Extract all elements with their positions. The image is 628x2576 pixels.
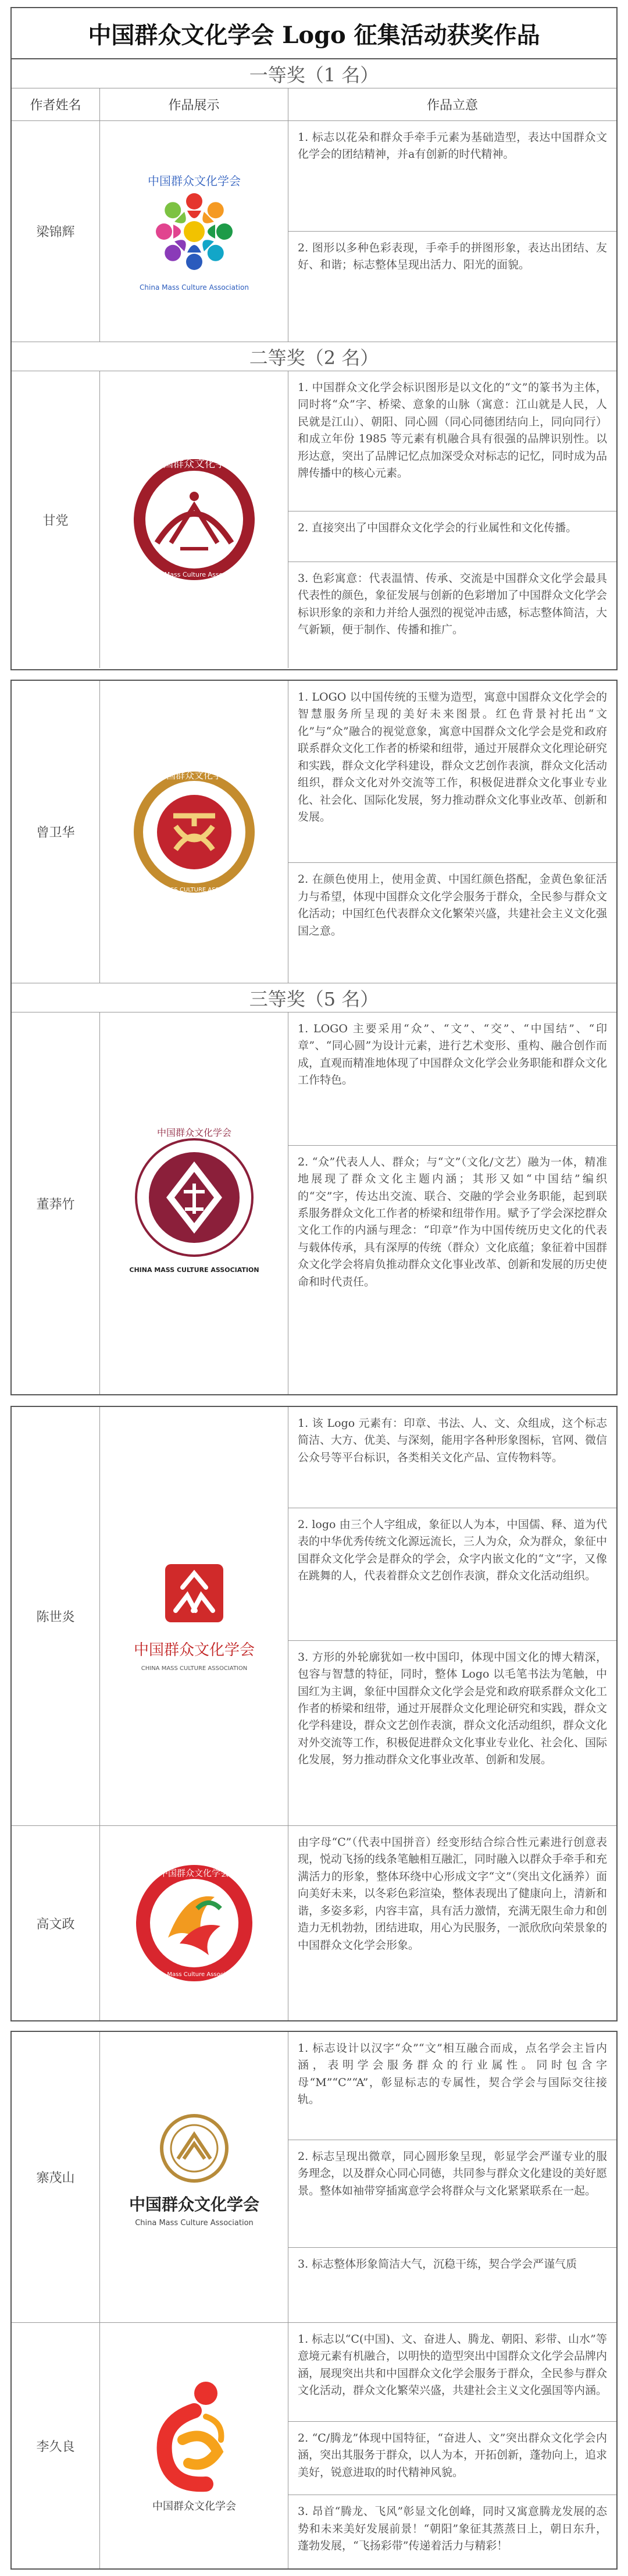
idea-para: 3. 方形的外轮廓犹如一枚中国印，体现中国文化的博大精深，包容与智慧的特征，同时，整体 Logo 以毛笔书法为笔触，中国红为主调，象征中国群众文化学会是党和政府联系群众文化工作者的桥梁和纽带，通过开展群众文化理论研究和实践，群众文化学科建设，群众文艺创作表演，群众文化活动组织，群众文化对外交流等工作，积极促进群众文化事业专业化、社会化、国际化发展，努力推动群众文化事业改革、创新和发展。 [298, 1650, 608, 1767]
entry-row-zhai [12, 2032, 616, 2323]
mountain-bridge-logo-icon [124, 450, 264, 589]
page-title: 中国群众文化学会 Logo 征集活动获奖作品 [12, 8, 616, 59]
logo-en-text: CHINA MASS CULTURE ASSOCIATION [141, 1665, 247, 1672]
badge-logo-icon [113, 2096, 276, 2259]
logo-cell [100, 681, 288, 983]
seal-knot-logo-icon [119, 1128, 270, 1279]
idea-cell [288, 1012, 616, 1394]
tier-second-heading: 二等奖（2 名） [12, 342, 616, 371]
table-header [12, 88, 616, 121]
logo-cell [100, 371, 288, 668]
idea-para: 2. “众”代表人人、群众；与“文”（文化/文艺）融为一体，精准地展现了群众文化主题内涵；其形又如“中国结”编织的“交”字，传达出交流、联合、交融的学会业务职能，起到联系服务群众文化工作者的桥梁和纽带作用。赋予了学会深挖群众文化工作的内涵与理念：“印章”作为中国传统历史文化的代表与载体传承，具有深厚的传统（群众）文化底蕴；象征着中国群众文化学会将肩负推动群众文化事业改革、创新和发展的历史使命和时代责任。 [298, 1155, 608, 1288]
idea-cell [288, 121, 616, 342]
author-name: 高文政 [12, 1826, 100, 2020]
idea-para: 3. 色彩寓意：代表温情、传承、交流是中国群众文化学会最具代表性的颜色，象征发展与创新的色彩增加了中国群众文化学会标识形象的亲和力并给人强烈的视觉冲击感，标志整体简洁，大气新颖，便于制作、传播和推广。 [298, 571, 608, 637]
idea-para: 2. logo 由三个人字组成，象征以人为本，中国儒、释、道为代表的中华优秀传统文化源远流长，三人为众，众为群众，象征中国群众文化学会是群众的学会，众字内嵌文化的“文”字，又像在跳舞的人，代表着群众文艺创作表演，群众文化活动组织。 [288, 1508, 616, 1641]
award-table-part-4 [10, 2031, 618, 2570]
logo-cell [100, 1012, 288, 1394]
author-name: 董莽竹 [12, 1012, 100, 1394]
idea-para: 3. 昂首“腾龙、飞风”彰显文化创峰，同时又寓意腾龙发展的态势和未来美好发展前景！“朝阳”象征其蒸蒸日上，朝日东升，蓬勃发展，“飞扬彩带”传递着活力与精彩！ [298, 2505, 607, 2553]
logo-cn-text: 中国群众文化学会 [152, 458, 236, 470]
entry-row-gao [12, 1826, 616, 2020]
logo-cn-text: 中国群众文化学会 [129, 2194, 259, 2214]
idea-para: 2. 标志呈现出微章，同心圆形象呈现，彰显学会严谨专业的服务理念，以及群众心同心同德，共同参与群众文化建设的美好愿景。整体如袖带穿插寓意学会将群众与文化紧紧联系在一起。 [288, 2140, 616, 2248]
idea-para: 1. 标志设计以汉字“众”“文”相互融合而成，点名学会主旨内涵，表明学会服务群众的行业属性。同时包含字母“M”“C”“A”，彰显标志的专属性，契合学会与国际交往接轨。 [288, 2032, 616, 2140]
idea-para: 2. 直接突出了中国群众文化学会的行业属性和文化传播。 [288, 511, 616, 562]
entry-row-gan [12, 371, 616, 668]
logo-cn-text: 中国群众文化学会 [147, 173, 241, 188]
author-name: 陈世炎 [12, 1407, 100, 1825]
logo-cn-text: 中国群众文化学会 [156, 769, 231, 781]
idea-para: 1. LOGO 以中国传统的玉璧为造型，寓意中国群众文化学会的智慧服务所呈现的美好未来图景。红色背景衬托出“文化”与“众”融合的视觉意象，寓意中国群众文化学会是党和政府联系群众文化工作者的桥梁和纽带，通过开展群众文化理论研究和实践，群众文化学科建设，群众文艺创作表演，群众文化活动组织，群众文化对外交流等工作，积极促进群众文化事业专业化、社会化、国际化发展，努力推动群众文化事业改革、创新和发展。 [288, 681, 616, 863]
entry-row-li [12, 2323, 616, 2568]
logo-cn-text: 中国群众文化学会 [156, 1128, 231, 1138]
logo-cn-text: 中国群众文化学会 [159, 1868, 229, 1878]
idea-para: 1. 该 Logo 元素有：印章、书法、人、文、众组成，这个标志简洁、大方、优美、与深刻，能用字各种形象图标，官网、微信公众号等平台标识，各类相关文化产品、宣传物料等。 [288, 1407, 616, 1508]
author-name: 甘党 [12, 371, 100, 668]
entry-row-chen [12, 1407, 616, 1826]
author-name: 梁锦辉 [12, 121, 100, 342]
logo-en-text: China Mass Culture Association [134, 2218, 254, 2227]
logo-en-text: China Mass Culture Association [144, 571, 244, 578]
logo-cell [100, 1407, 288, 1825]
idea-cell [288, 681, 616, 983]
award-table-part-1 [10, 7, 618, 670]
tier-first-heading: 一等奖（1 名） [12, 59, 616, 88]
dragon-ribbon-logo-icon [119, 2370, 270, 2521]
logo-cell [100, 2323, 288, 2568]
header-work: 作品展示 [100, 88, 288, 120]
entry-row-dong [12, 1012, 616, 1394]
logo-en-text: China Mass Culture Association [139, 283, 249, 292]
author-name: 曾卫华 [12, 681, 100, 983]
header-name: 作者姓名 [12, 88, 100, 120]
idea-cell [288, 2323, 616, 2568]
idea-para: 1. 中国群众文化学会标识图形是以文化的“文”的篆书为主体，同时将“众”字、桥梁、意象的山脉（寓意：江山就是人民，人民就是江山）、朝阳、同心圆（同心同德团结向上，同向同行）和成立年份 1985 等元素有机融合具有很强的品牌识别性。以形达意，突出了品牌记忆点加深受众对标志的记忆，同时成为品牌传播中的核心元素。 [288, 371, 616, 511]
idea-para: 1. 标志以“C(中国)、文、奋进人、腾龙、朝阳、彩带、山水”等意境元素有机融合，以明快的造型突出中国群众文化学会品牌内涵，展现突出共和中国群众文化学会服务于群众，全民参与群众文化活动，群众文化繁荣兴盛，共建社会主义文化强国等内涵。 [288, 2323, 616, 2422]
three-people-seal-logo-icon [119, 1541, 270, 1692]
idea-para: 2. “C/腾龙”体现中国特征，“奋进人、文”突出群众文化学会内涵，突出其服务于群众，以人为本，开拓创新，蓬勃向上，追求美好，锐意进取的时代精神风貌。 [288, 2422, 616, 2496]
header-idea: 作品立意 [426, 98, 478, 113]
entry-row-zeng [12, 681, 616, 983]
flame-ribbon-logo-icon [127, 1856, 261, 1990]
flower-people-logo-icon [124, 162, 264, 301]
logo-cn-text: 中国群众文化学会 [152, 2500, 236, 2513]
idea-para: 由字母“C”（代表中国拼音）经变形结合综合性元素进行创意表现，悦动飞扬的线条笔触相互融汇，同时融入以群众手牵手和充满活力的形象，整体环绕中心形成文字“文”（突出文化涵养）面向美好未来，以冬彩色彩渲染，整体表现出了健康向上，清新和谐，多姿多彩，内容丰富，具有活力激情，充满无限生命力和创造力无机勃勃，团结进取，用心为民服务，一派欣欣向荣景象的中国群众文化学会形象。 [298, 1836, 608, 1952]
idea-cell [288, 2032, 616, 2322]
award-table-part-3 [10, 1406, 618, 2021]
author-name: 寨茂山 [12, 2032, 100, 2322]
idea-para: 1. LOGO 主要采用“众”、“文”、“交”、“中国结”、“印章”、“同心圆”为设计元素，进行艺术变形、重构、融合创作而成，直观而精准地体现了中国群众文化学会业务职能和群众文化工作特色。 [288, 1012, 616, 1146]
author-name: 李久良 [12, 2323, 100, 2568]
logo-cell [100, 2032, 288, 2322]
logo-cn-text: 中国群众文化学会 [133, 1641, 255, 1659]
idea-para: 3. 标志整体形象简洁大气，沉稳干练，契合学会严谨气质 [298, 2258, 577, 2271]
logo-cell [100, 121, 288, 342]
idea-para: 2. 在颜色使用上，使用金黄、中国红颜色搭配，金黄色象征活力与希望，体现中国群众文化学会服务于群众，全民参与群众文化活动；中国红色代表群众文化繁荣兴盛，共建社会主义文化强国之意。 [298, 873, 608, 937]
idea-cell [288, 1407, 616, 1825]
idea-cell [288, 371, 616, 668]
tier-third-heading: 三等奖（5 名） [12, 983, 616, 1012]
logo-en-text: China Mass Culture Association [148, 1971, 240, 1978]
idea-para: 2. 图形以多种色彩表现，手牵手的拼图形象，表达出团结、友好、和谐；标志整体呈现出活力、阳光的面貌。 [298, 241, 607, 272]
idea-cell [288, 1826, 616, 2020]
award-table-part-2 [10, 680, 618, 1395]
entry-row-liang [12, 121, 616, 342]
logo-en-text: CHINA MASS CULTURE ASSOCIATION [129, 1266, 259, 1274]
jade-disc-logo-icon [124, 762, 264, 902]
idea-para: 1. 标志以花朵和群众手牵手元素为基础造型，表达中国群众文化学会的团结精神，并a有创新的时代精神。 [288, 121, 616, 232]
logo-en-text: CHINA MASS CULTURE ASSOCIATION [141, 886, 247, 893]
logo-cell [100, 1826, 288, 2020]
